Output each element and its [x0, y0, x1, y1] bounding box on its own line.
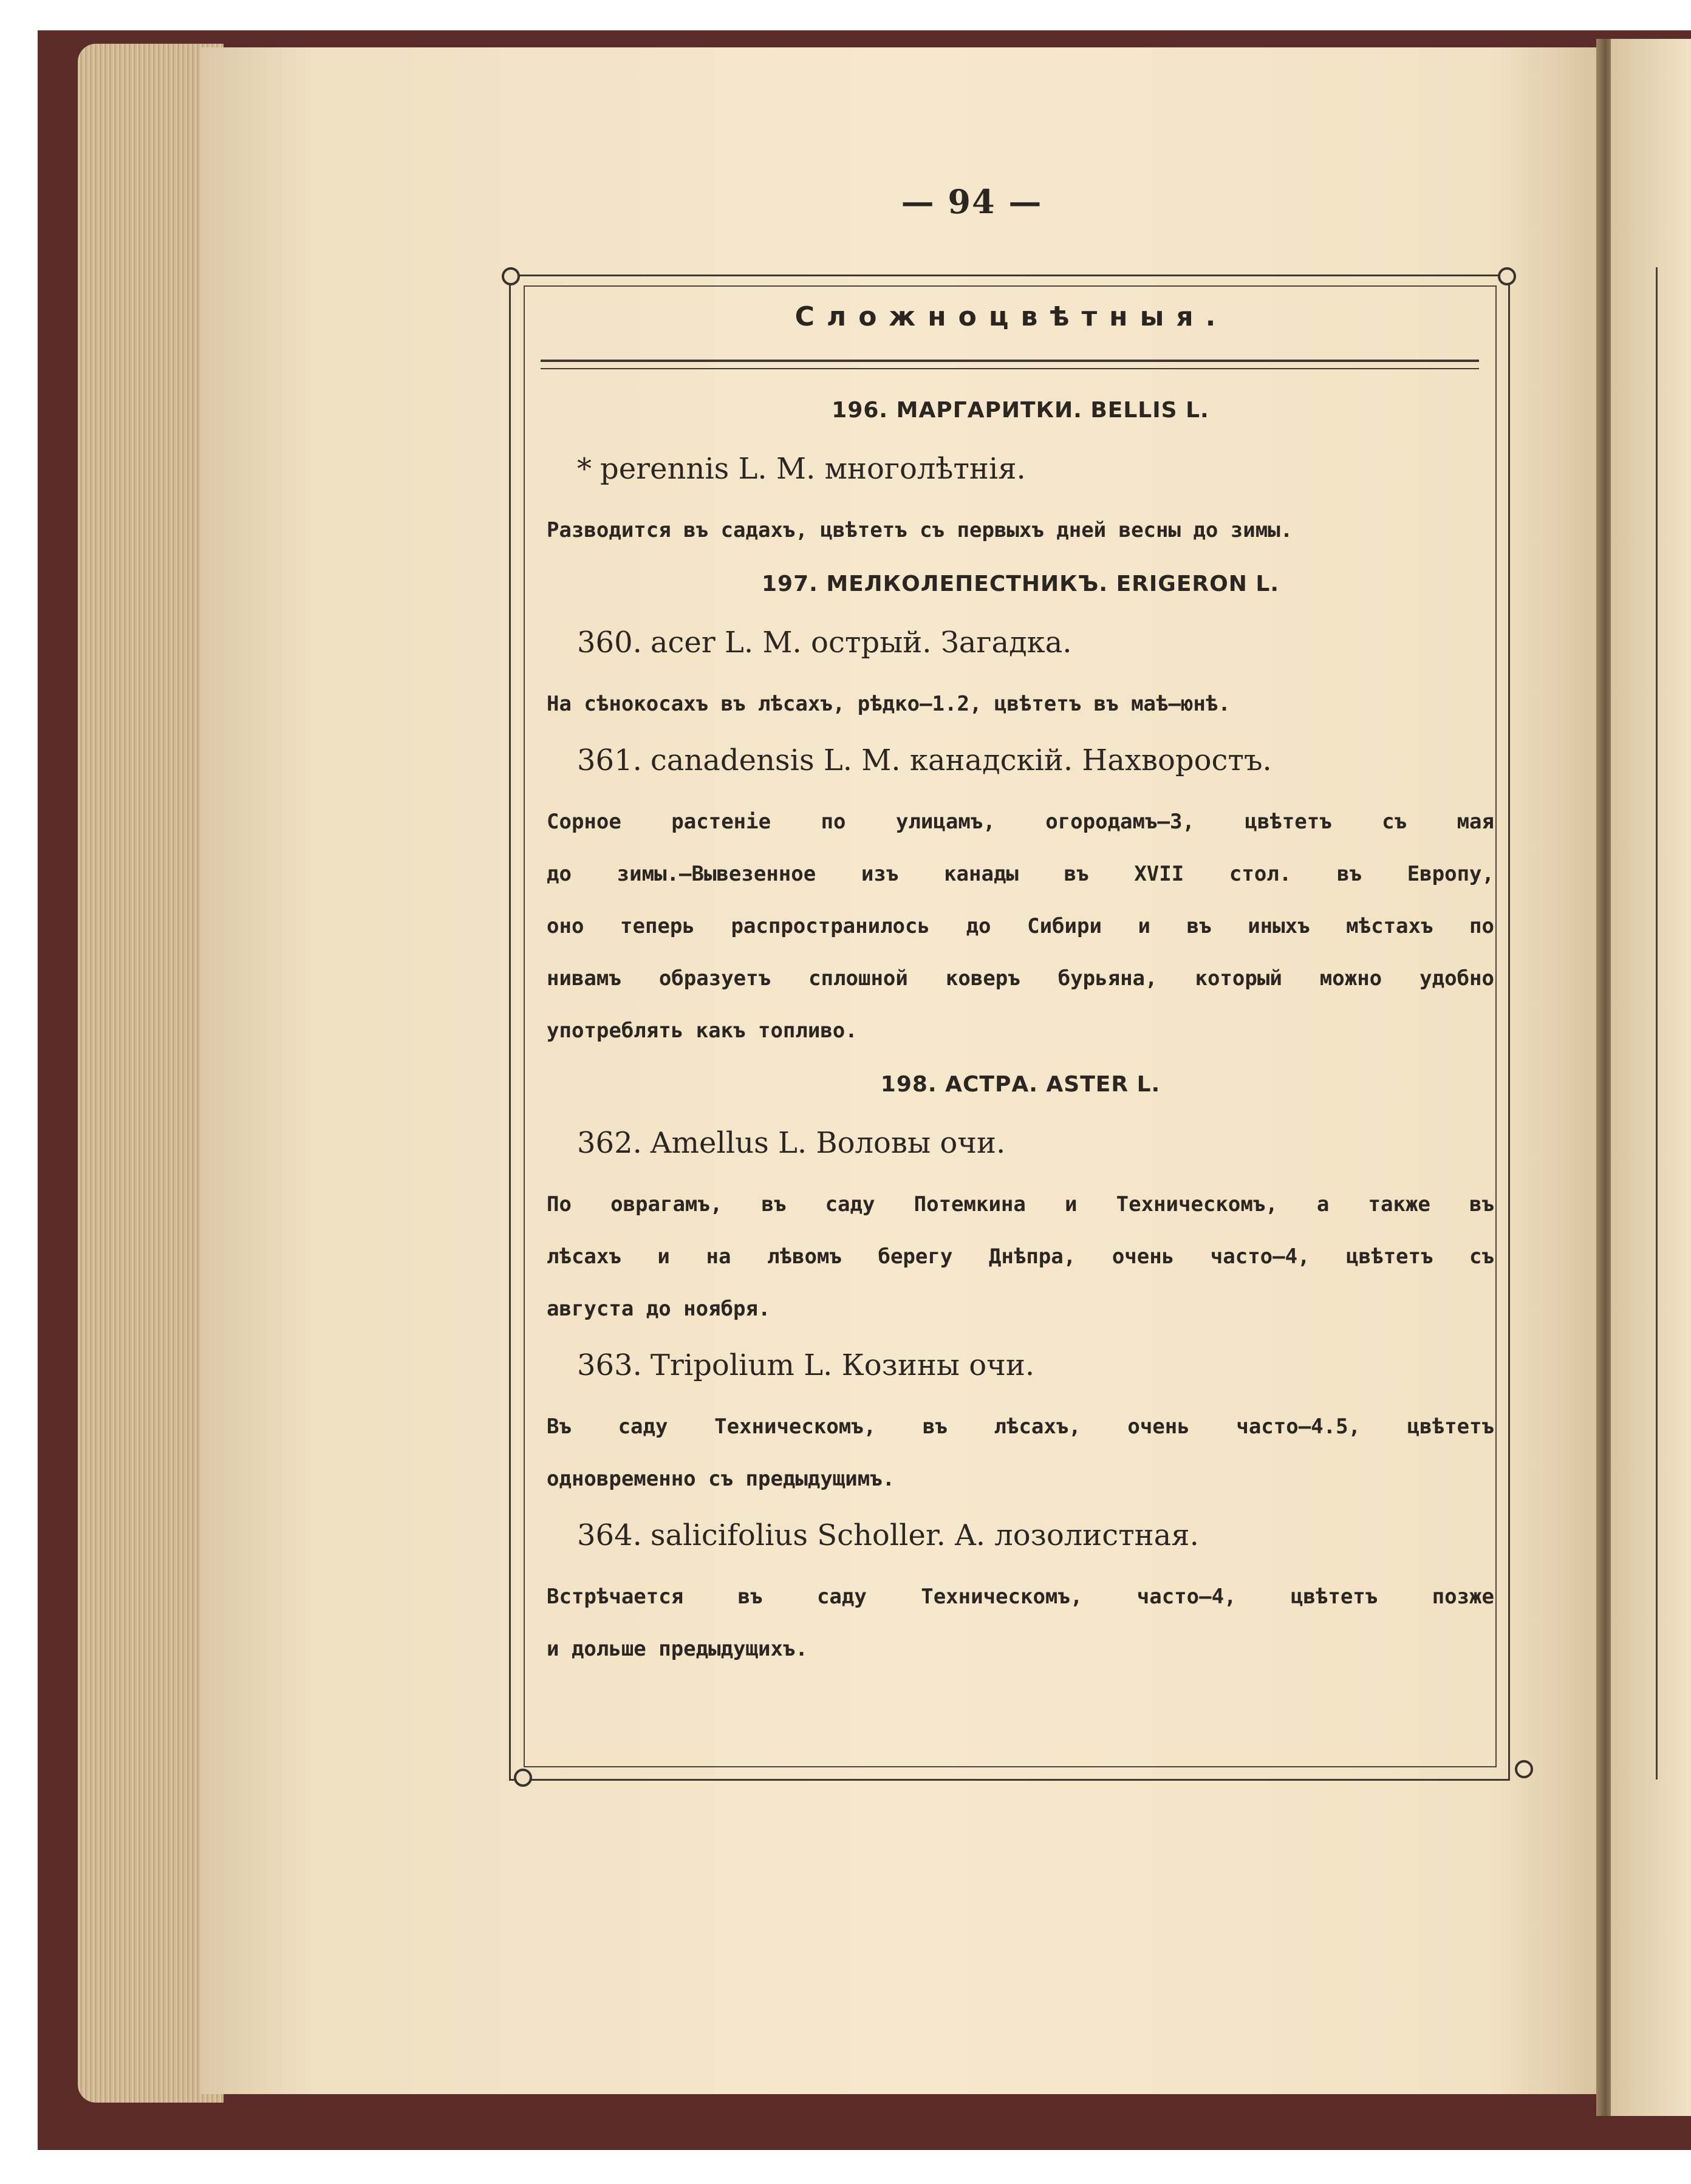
description-line: На сѣнокосахъ въ лѣсахъ, рѣдко—1.2, цвѣтетъ въ маѣ—юнѣ. — [547, 692, 1231, 716]
species-name — [577, 1113, 1494, 1173]
corner-ornament-icon — [502, 267, 520, 285]
description-line: употреблять какъ топливо. — [547, 1019, 858, 1043]
description-line: до зимы.—Вывезенное изъ канады въ XVII стол. въ Европу, — [547, 862, 1494, 886]
page-content — [547, 383, 1494, 1675]
species-description — [547, 1401, 1494, 1505]
species-title: acer L. M. острый. Загадка. — [650, 626, 1072, 660]
species-name — [577, 439, 1494, 499]
species-title: Tripolium L. Козины очи. — [650, 1348, 1035, 1382]
page-number: — 94 — — [901, 182, 1043, 221]
species-title: salicifolius Scholler. A. лозолистная. — [650, 1518, 1199, 1552]
species-description — [547, 796, 1494, 1057]
description-line: и дольше предыдущихъ. — [547, 1637, 808, 1661]
description-line: По оврагамъ, въ саду Потемкина и Техническомъ, а также въ — [547, 1192, 1494, 1217]
species-number: 360. — [577, 626, 642, 660]
species-number: 362. — [577, 1126, 642, 1160]
description-line: августа до ноября. — [547, 1297, 771, 1321]
section-title: Сложноцвѣтныя. — [794, 301, 1228, 332]
species-number: 361. — [577, 743, 642, 777]
description-line: Сорное растеніе по улицамъ, огородамъ—3, цвѣтетъ съ мая — [547, 810, 1494, 834]
genus-heading: 197. МЕЛКОЛЕПЕСТНИКЪ. ERIGERON L. — [761, 572, 1280, 596]
species-name — [577, 1335, 1494, 1396]
description-line: Въ саду Техническомъ, въ лѣсахъ, очень часто—4.5, цвѣтетъ — [547, 1414, 1494, 1439]
corner-ornament-icon — [514, 1769, 532, 1787]
species-description — [547, 1178, 1494, 1335]
description-line: оно теперь распространилось до Сибири и въ иныхъ мѣстахъ по — [547, 914, 1494, 938]
species-title: canadensis L. M. канадскій. Нахворостъ. — [650, 743, 1272, 777]
species-name — [577, 730, 1494, 791]
species-name — [577, 1505, 1494, 1566]
genus-heading: 196. МАРГАРИТКИ. BELLIS L. — [832, 398, 1209, 423]
description-line: нивамъ образуетъ сплошной коверъ бурьяна, который можно удобно — [547, 966, 1494, 991]
description-line: Разводится въ садахъ, цвѣтетъ съ первыхъ дней весны до зимы. — [547, 518, 1293, 542]
species-title: perennis L. M. многолѣтнія. — [600, 452, 1026, 486]
description-line: Встрѣчается въ саду Техническомъ, часто—4, цвѣтетъ позже — [547, 1585, 1494, 1609]
genus-heading: 198. АСТРА. ASTER L. — [880, 1072, 1161, 1097]
species-number: * — [577, 452, 592, 486]
species-description — [547, 678, 1494, 730]
corner-ornament-icon — [1515, 1760, 1533, 1778]
next-page-frame — [1656, 267, 1691, 1780]
description-line: одновременно съ предыдущимъ. — [547, 1467, 895, 1491]
species-description — [547, 504, 1494, 556]
description-line: лѣсахъ и на лѣвомъ берегу Днѣпра, очень часто—4, цвѣтетъ съ — [547, 1244, 1494, 1269]
title-rule — [541, 360, 1479, 369]
species-name — [577, 612, 1494, 673]
corner-ornament-icon — [1498, 267, 1516, 285]
species-title: Amellus L. Воловы очи. — [650, 1126, 1006, 1160]
species-description — [547, 1571, 1494, 1675]
species-number: 364. — [577, 1518, 642, 1552]
species-number: 363. — [577, 1348, 642, 1382]
